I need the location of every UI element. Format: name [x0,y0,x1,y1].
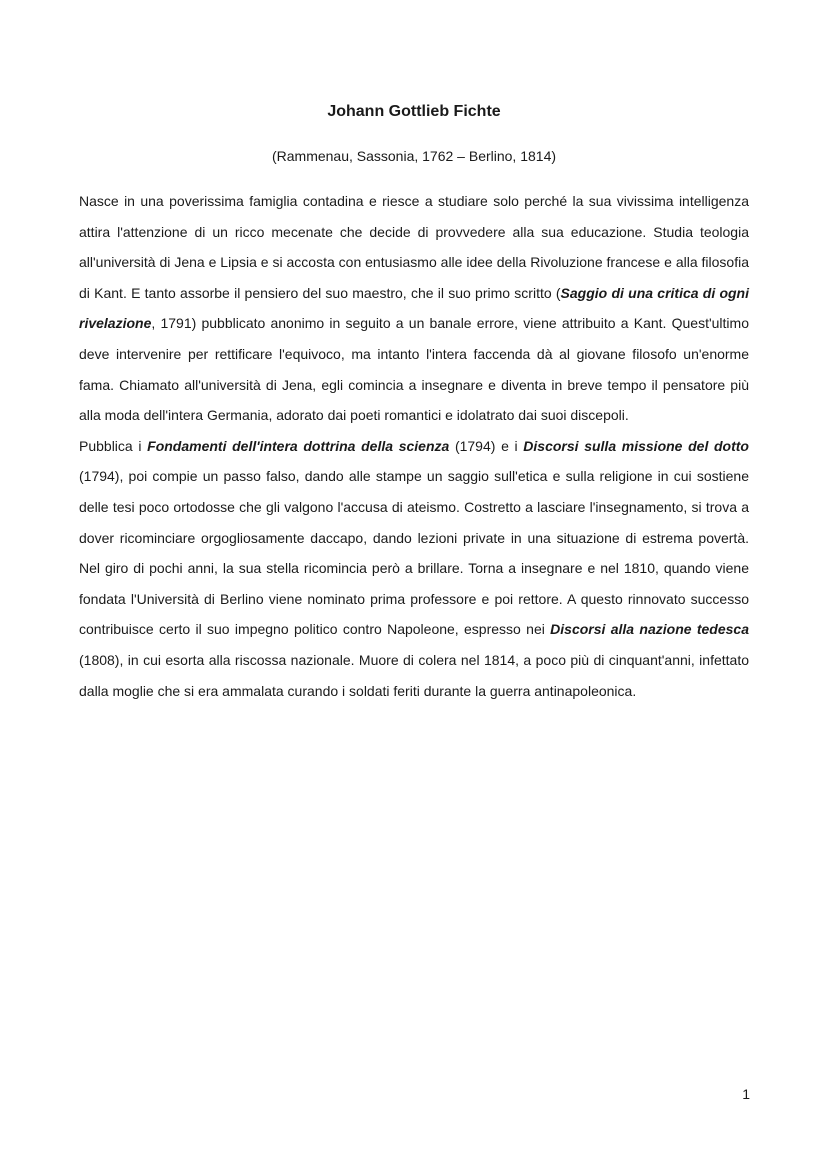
document-subtitle: (Rammenau, Sassonia, 1762 – Berlino, 1814) [271,148,557,164]
page-number: 1 [742,1086,750,1102]
paragraph-2 [79,431,749,706]
work-title-discorsi-dotto: Discorsi sulla missione del dotto [523,437,749,454]
work-title-saggio: Saggio di una critica di ogni rivelazione [79,284,749,332]
paragraph-1 [79,186,749,431]
work-title-fondamenti: Fondamenti dell'intera dottrina della scienza [147,437,450,454]
paragraph-2-text-4: (1808), in cui esorta alla riscossa nazionale. Muore di colera nel 1814, a poco più di cinquant'anni, infettato dalla moglie che si era ammalata curando i soldati feriti durante la guerra antinapoleonica. [79,651,749,699]
document-title: Johann Gottlieb Fichte [327,103,501,120]
paragraph-2-text-1: Pubblica i [79,437,148,454]
paragraph-1-text-1: Nasce in una poverissima famiglia contadina e riesce a studiare solo perché la sua vivissima intelligenza attira l'attenzione di un ricco mecenate che decide di provvedere alla sua educazione. Studia teologia all'università di Jena e Lipsia e si accosta con entusiasmo alle idee della Rivoluzione francese e alla filosofia di Kant. E tanto assorbe il pensiero del suo maestro, che il suo primo scritto ( [79,193,749,301]
work-title-discorsi-nazione: Discorsi alla nazione tedesca [550,621,750,638]
paragraph-1-text-2: , 1791) pubblicato anonimo in seguito a un banale errore, viene attribuito a Kant. Quest'ultimo deve intervenire per rettificare l'equivoco, ma intanto l'intera faccenda dà al giovane filosofo un'enorme fama. Chiamato all'università di Jena, egli comincia a insegnare e diventa in breve tempo il pensatore più alla moda dell'intera Germania, adorato dai poeti romantici e idolatrato dai suoi discepoli. [79,315,749,424]
paragraph-2-text-2: (1794) e i [449,437,524,454]
paragraph-2-text-3: (1794), poi compie un passo falso, dando alle stampe un saggio sull'etica e sulla religione in cui sostiene delle tesi poco ortodosse che gli valgono l'accusa di ateismo. Costretto a lasciare l'insegnamento, si trova a dover ricominciare orgogliosamente daccapo, dando lezioni private in una situazione di estrema povertà. Nel giro di pochi anni, la sua stella ricomincia però a brillare. Torna a insegnare e nel 1810, quando viene fondata l'Università di Berlino viene nominato prima professore e poi rettore. A questo rinnovato successo contribuisce certo il suo impegno politico contro Napoleone, espresso nei [79,468,749,638]
document-body [79,186,749,706]
